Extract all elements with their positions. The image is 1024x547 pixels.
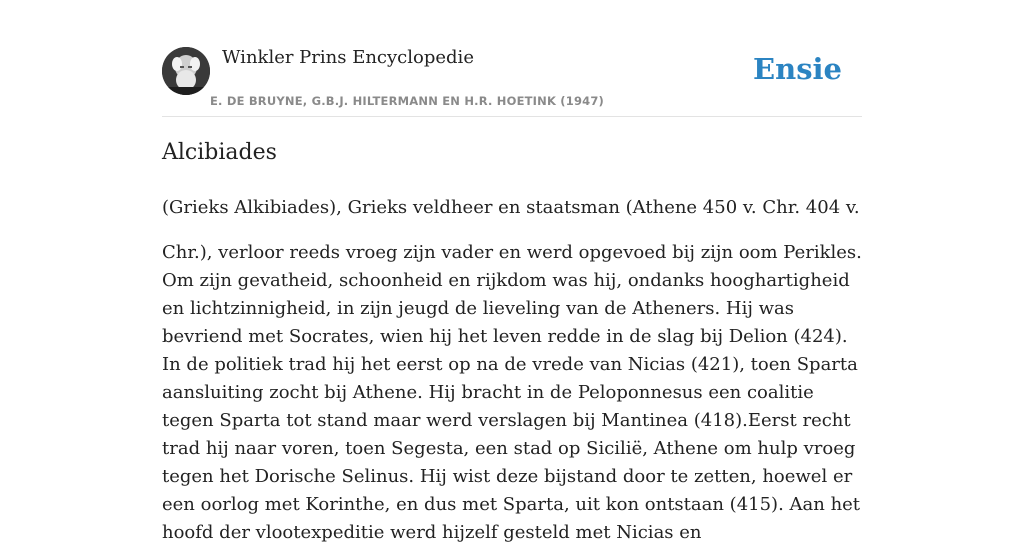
article-paragraph: (Grieks Alkibiades), Grieks veldheer en staatsman (Athene 450 v. Chr. 404 v. bbox=[162, 197, 860, 218]
site-header bbox=[162, 0, 862, 117]
site-title[interactable]: Winkler Prins Encyclopedie bbox=[222, 47, 474, 68]
page bbox=[162, 0, 862, 543]
author-avatar bbox=[162, 47, 210, 95]
ensie-logo[interactable]: Ensie bbox=[753, 52, 842, 86]
portrait-photo-icon bbox=[162, 47, 210, 95]
article-paragraph: Chr.), verloor reeds vroeg zijn vader en werd opgevoed bij zijn oom Perikles. Om zijn gevatheid, schoonheid en rijkdom was hij, ondanks hooghartigheid en lichtzinnigheid, in zijn jeugd de lieveling van de Atheners. Hij was bevriend met Socrates, wien hij het leven redde in de slag bij Delion (424). In de politiek trad hij het eerst op na de vrede van Nicias (421), toen Sparta aansluiting zocht bij Athene. Hij bracht in de Peloponnesus een coalitie tegen Sparta tot stand maar werd verslagen bij Mantinea (418).Eerst recht trad hij naar voren, toen Segesta, een stad op Sicilië, Athene om hulp vroeg tegen het Dorische Selinus. Hij wist deze bijstand door te zetten, hoewel er een oorlog met Korinthe, en dus met Sparta, uit kon ontstaan (415). Aan het hoofd der vlootexpeditie werd hijzelf gesteld met Nicias en bbox=[162, 242, 862, 543]
article-title: Alcibiades bbox=[162, 140, 277, 165]
authors-line: E. DE BRUYNE, G.B.J. HILTERMANN EN H.R. HOETINK (1947) bbox=[210, 94, 605, 108]
